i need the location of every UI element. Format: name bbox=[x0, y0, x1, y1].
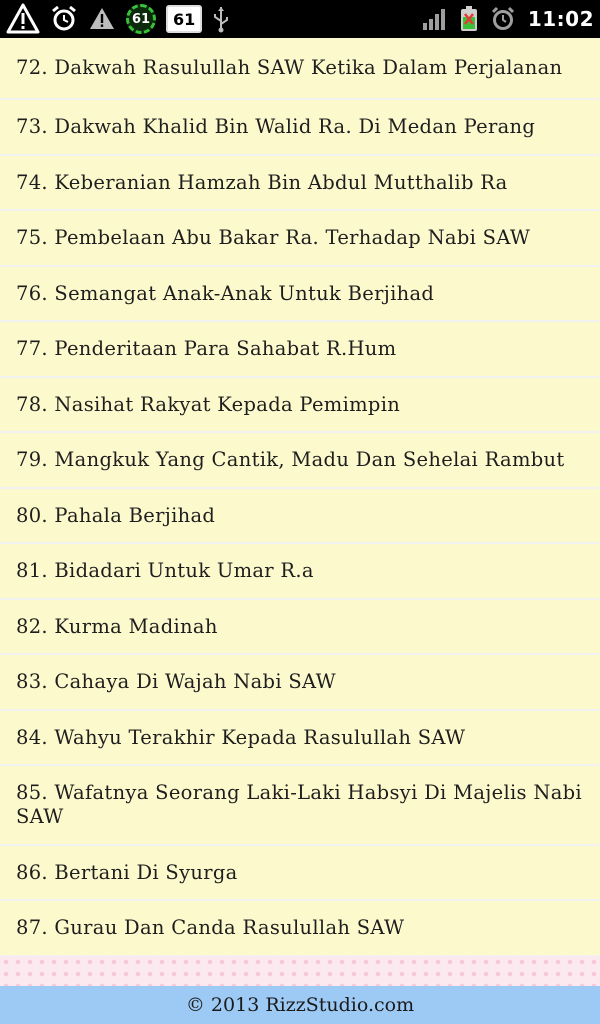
list-item-label: 85. Wafatnya Seorang Laki-Laki Habsyi Di Majelis Nabi SAW bbox=[16, 781, 582, 828]
list-item-label: 82. Kurma Madinah bbox=[16, 614, 218, 638]
status-clock: 11:02 bbox=[527, 7, 594, 31]
battery-percent-badge: 61 bbox=[166, 5, 202, 33]
list-item[interactable] bbox=[0, 267, 600, 322]
list-item-label: 76. Semangat Anak-Anak Untuk Berjihad bbox=[16, 281, 435, 305]
list-item[interactable] bbox=[0, 100, 600, 156]
warning-small-icon bbox=[88, 6, 116, 32]
alarm-clock-icon bbox=[50, 5, 78, 33]
list-item-label: 77. Penderitaan Para Sahabat R.Hum bbox=[16, 337, 397, 360]
list-item[interactable] bbox=[0, 766, 600, 846]
list-item[interactable] bbox=[0, 211, 600, 267]
story-list[interactable] bbox=[0, 38, 600, 956]
list-item[interactable] bbox=[0, 655, 600, 711]
decorative-pattern-strip bbox=[0, 956, 600, 986]
list-item-label: 78. Nasihat Rakyat Kepada Pemimpin bbox=[16, 392, 401, 416]
list-item-label: 81. Bidadari Untuk Umar R.a bbox=[16, 559, 314, 582]
list-item[interactable] bbox=[0, 711, 600, 766]
usb-icon bbox=[212, 5, 230, 33]
battery-icon bbox=[460, 6, 478, 32]
list-item-label: 84. Wahyu Terakhir Kepada Rasulullah SAW bbox=[16, 725, 466, 749]
warning-icon bbox=[6, 3, 40, 35]
list-item-label: 75. Pembelaan Abu Bakar Ra. Terhadap Nabi SAW bbox=[16, 226, 531, 249]
list-item[interactable] bbox=[0, 544, 600, 600]
signal-strength-icon bbox=[422, 7, 448, 31]
copyright-footer bbox=[0, 986, 600, 1024]
list-item-label: 72. Dakwah Rasulullah SAW Ketika Dalam Perjalanan bbox=[16, 56, 563, 79]
list-item[interactable] bbox=[0, 156, 600, 211]
list-item[interactable] bbox=[0, 322, 600, 378]
list-item-label: 86. Bertani Di Syurga bbox=[16, 860, 238, 884]
list-item-label: 87. Gurau Dan Canda Rasulullah SAW bbox=[16, 916, 405, 939]
list-item[interactable] bbox=[0, 901, 600, 956]
list-item-label: 83. Cahaya Di Wajah Nabi SAW bbox=[16, 670, 336, 693]
list-item[interactable] bbox=[0, 433, 600, 489]
list-item-label: 73. Dakwah Khalid Bin Walid Ra. Di Medan Perang bbox=[16, 115, 536, 138]
list-item[interactable] bbox=[0, 600, 600, 655]
status-bar-notifications bbox=[6, 3, 230, 35]
alarm-icon bbox=[490, 6, 516, 32]
list-item-label: 74. Keberanian Hamzah Bin Abdul Mutthalib Ra bbox=[16, 170, 508, 194]
copyright-text: © 2013 RizzStudio.com bbox=[185, 994, 415, 1016]
status-bar-system bbox=[422, 6, 594, 32]
battery-level-badge: 61 bbox=[126, 4, 156, 34]
list-item[interactable] bbox=[0, 846, 600, 901]
list-item[interactable] bbox=[0, 38, 600, 100]
status-bar bbox=[0, 0, 600, 38]
list-item-label: 80. Pahala Berjihad bbox=[16, 503, 216, 527]
list-item[interactable] bbox=[0, 489, 600, 544]
list-item[interactable] bbox=[0, 378, 600, 433]
list-item-label: 79. Mangkuk Yang Cantik, Madu Dan Sehelai Rambut bbox=[16, 448, 565, 471]
